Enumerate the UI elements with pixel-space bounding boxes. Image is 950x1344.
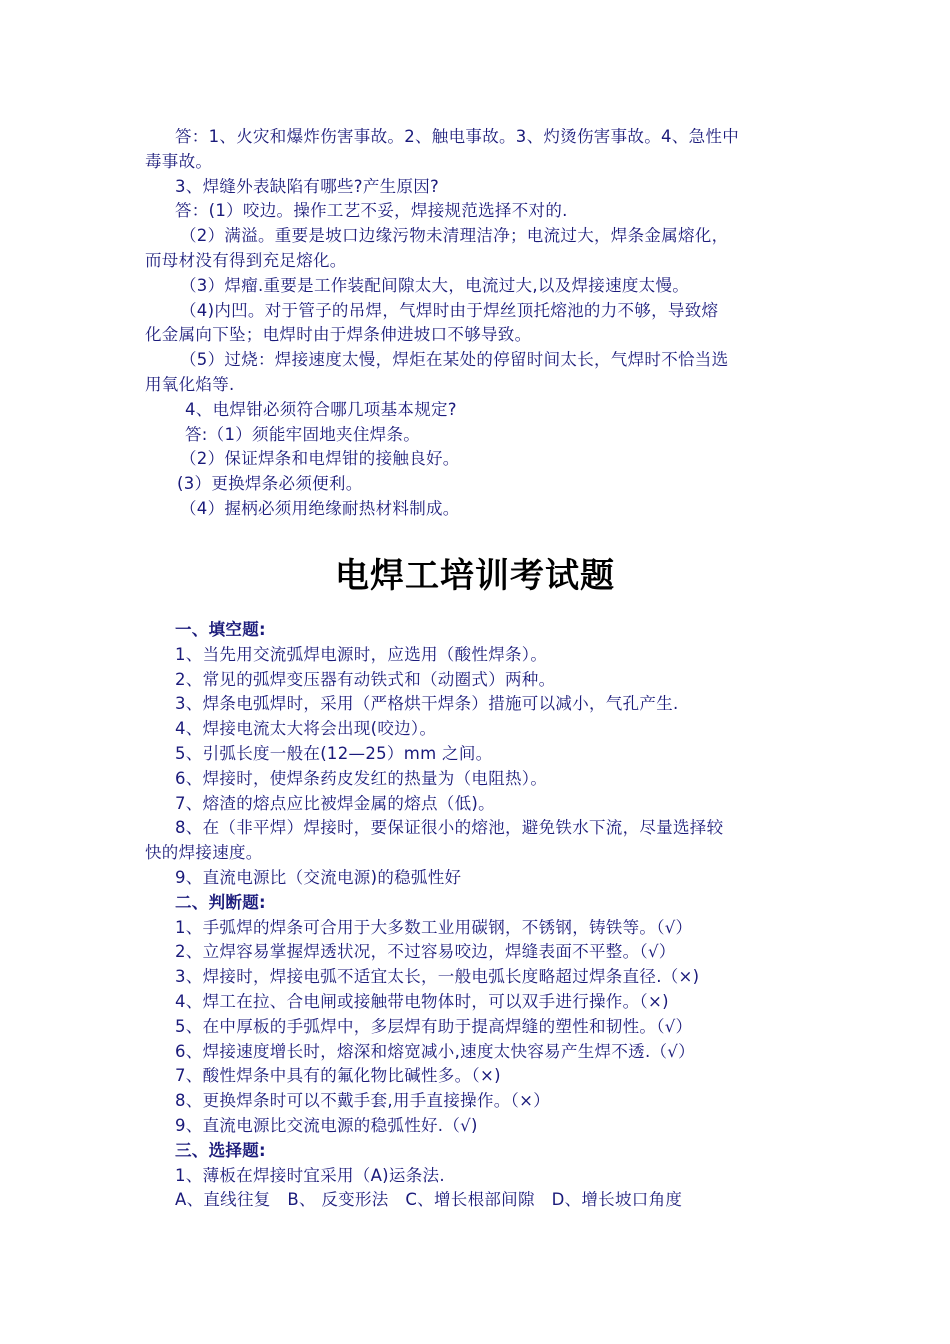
section-heading: 三、选择题: [175, 1140, 266, 1160]
text-line: 7、熔渣的熔点应比被焊金属的熔点（低)。 [175, 793, 495, 813]
text-line: 8、在（非平焊）焊接时，要保证很小的熔池，避免铁水下流，尽量选择较 [175, 818, 724, 838]
text-line: 快的焊接速度。 [145, 843, 263, 863]
text-line: (3）更换焊条必须便利。 [177, 474, 363, 494]
text-line: （3）焊瘤.重要是工作装配间隙太大，电流过大,以及焊接速度太慢。 [180, 275, 690, 295]
text-line: 3、焊条电弧焊时，采用（严格烘干焊条）措施可以减小，气孔产生. [175, 694, 679, 714]
text-line: （2）保证焊条和电焊钳的接触良好。 [180, 449, 460, 469]
text-line: 8、更换焊条时可以不戴手套,用手直接操作。（×） [175, 1091, 551, 1111]
text-line: 答：(1）咬边。操作工艺不妥，焊接规范选择不对的. [175, 201, 568, 221]
text-line: 6、焊接速度增长时，熔深和熔宽减小,速度太快容易产生焊不透.（√） [175, 1041, 695, 1061]
page-title: 电焊工培训考试题 [335, 556, 615, 596]
section-heading: 一、填空题: [175, 620, 266, 639]
text-line: 7、酸性焊条中具有的氟化物比碱性多。（×) [175, 1066, 501, 1086]
text-line: 4、焊接电流太大将会出现(咬边）。 [175, 719, 437, 739]
text-line: 4、电焊钳必须符合哪几项基本规定? [185, 399, 457, 419]
text-line: 答:（1）须能牢固地夹住焊条。 [185, 424, 421, 444]
text-line: 1、当先用交流弧焊电源时，应选用（酸性焊条）。 [175, 644, 548, 664]
text-line: （4）握柄必须用绝缘耐热材料制成。 [180, 499, 460, 518]
text-line: 9、直流电源比交流电源的稳弧性好.（√) [175, 1116, 478, 1135]
text-line: 用氧化焰等. [145, 375, 235, 394]
text-line: （2）满溢。重要是坡口边缘污物未清理洁净；电流过大，焊条金属熔化， [180, 226, 729, 246]
text-line: （5）过烧：焊接速度太慢，焊炬在某处的停留时间太长，气焊时不恰当选 [180, 350, 729, 370]
text-line: （4)内凹。对于管子的吊焊，气焊时由于焊丝顶托熔池的力不够，导致熔 [180, 300, 719, 320]
text-line: 毒事故。 [145, 151, 213, 171]
text-line: 而母材没有得到充足熔化。 [145, 251, 347, 270]
text-line: 3、焊接时，焊接电弧不适宜太长，一般电弧长度略超过焊条直径.（×) [175, 967, 700, 987]
text-line: 5、在中厚板的手弧焊中，多层焊有助于提高焊缝的塑性和韧性。（√） [175, 1016, 693, 1036]
text-line: 1、薄板在焊接时宜采用（A)运条法. [175, 1165, 445, 1185]
text-line: 6、焊接时，使焊条药皮发红的热量为（电阻热）。 [175, 768, 548, 788]
text-line: 答：1、火灾和爆炸伤害事故。2、触电事故。3、灼烫伤害事故。4、急性中 [175, 127, 739, 146]
text-line: 4、焊工在拉、合电闸或接触带电物体时，可以双手进行操作。（×) [175, 992, 669, 1011]
text-line: A、直线往复 B、 反变形法 C、增长根部间隙 D、增长坡口角度 [175, 1190, 683, 1210]
text-line: 化金属向下坠；电焊时由于焊条伸进坡口不够导致。 [145, 325, 532, 345]
section-heading: 二、判断题: [175, 892, 266, 912]
text-line: 2、立焊容易掌握焊透状况，不过容易咬边，焊缝表面不平整。（√） [175, 942, 676, 962]
text-line: 9、直流电源比（交流电源)的稳弧性好 [175, 868, 462, 887]
text-line: 1、手弧焊的焊条可合用于大多数工业用碳钢，不锈钢，铸铁等。（√） [175, 917, 693, 937]
text-line: 2、常见的弧焊变压器有动铁式和（动圈式）两种。 [175, 669, 556, 689]
text-line: 5、引弧长度一般在(12—25）mm 之间。 [175, 744, 493, 763]
text-line: 3、焊缝外表缺陷有哪些?产生原因? [175, 176, 440, 196]
